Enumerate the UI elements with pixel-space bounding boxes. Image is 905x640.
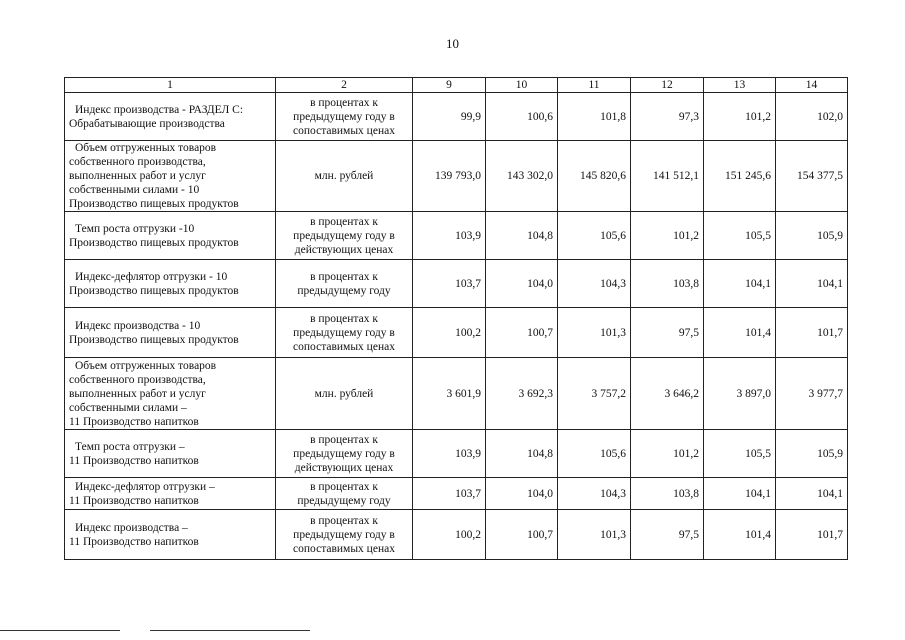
- value-cell: 103,7: [413, 260, 486, 308]
- column-header-1: 1: [65, 78, 276, 93]
- column-header-6: 12: [631, 78, 704, 93]
- value-cell: 104,1: [704, 260, 776, 308]
- indicator-line: Индекс производства - 10: [75, 319, 201, 332]
- value-cell: 154 377,5: [776, 141, 848, 212]
- value-cell: 102,0: [776, 93, 848, 141]
- value-cell: 104,1: [704, 478, 776, 510]
- value-cell: 105,9: [776, 212, 848, 260]
- value-cell: 101,2: [631, 212, 704, 260]
- value-cell: 141 512,1: [631, 141, 704, 212]
- indicator-line: Индекс-дефлятор отгрузки –: [75, 480, 215, 493]
- column-header-3: 9: [413, 78, 486, 93]
- unit-cell: в процентах к предыдущему году в сопоставимых ценах: [276, 93, 413, 141]
- value-cell: 3 692,3: [486, 358, 558, 430]
- indicator-cell: [65, 141, 276, 212]
- value-cell: 101,3: [558, 308, 631, 358]
- value-cell: 101,7: [776, 510, 848, 560]
- value-cell: 104,0: [486, 260, 558, 308]
- value-cell: 151 245,6: [704, 141, 776, 212]
- indicator-line: Индекс производства –: [75, 521, 188, 534]
- value-cell: 101,4: [704, 308, 776, 358]
- value-cell: 101,3: [558, 510, 631, 560]
- value-cell: 104,8: [486, 430, 558, 478]
- value-cell: 3 757,2: [558, 358, 631, 430]
- indicator-line: выполненных работ и услуг: [69, 170, 206, 182]
- table-row: [65, 430, 848, 478]
- table-row: [65, 141, 848, 212]
- column-header-2: 2: [276, 78, 413, 93]
- value-cell: 105,9: [776, 430, 848, 478]
- value-cell: 104,8: [486, 212, 558, 260]
- indicator-line: собственного производства,: [69, 156, 206, 168]
- unit-cell: в процентах к предыдущему году: [276, 478, 413, 510]
- value-cell: 101,4: [704, 510, 776, 560]
- indicator-line: собственными силами –: [69, 401, 187, 414]
- indicator-line: Производство пищевых продуктов: [69, 284, 239, 297]
- table-row: [65, 93, 848, 141]
- value-cell: 101,7: [776, 308, 848, 358]
- value-cell: 105,5: [704, 212, 776, 260]
- table-body: [65, 93, 848, 560]
- footer-rule: [0, 630, 120, 631]
- indicator-cell: [65, 212, 276, 260]
- indicator-line: собственного производства,: [69, 373, 206, 386]
- indicator-line: 11 Производство напитков: [69, 535, 199, 548]
- indicator-line: Темп роста отгрузки -10: [75, 222, 195, 235]
- table-row: [65, 358, 848, 430]
- footer-rule: [150, 630, 310, 631]
- value-cell: 3 897,0: [704, 358, 776, 430]
- data-table: [64, 77, 848, 560]
- indicator-line: Производство пищевых продуктов: [69, 333, 239, 346]
- value-cell: 103,9: [413, 212, 486, 260]
- table-row: [65, 308, 848, 358]
- indicator-line: 11 Производство напитков: [69, 415, 199, 428]
- indicator-line: 11 Производство напитков: [69, 494, 199, 507]
- indicator-cell: [65, 510, 276, 560]
- value-cell: 105,6: [558, 212, 631, 260]
- unit-cell: млн. рублей: [276, 141, 413, 212]
- value-cell: 105,6: [558, 430, 631, 478]
- value-cell: 3 977,7: [776, 358, 848, 430]
- value-cell: 97,5: [631, 308, 704, 358]
- value-cell: 104,1: [776, 260, 848, 308]
- value-cell: 103,9: [413, 430, 486, 478]
- indicator-line: Производство пищевых продуктов: [69, 236, 239, 249]
- indicator-cell: [65, 260, 276, 308]
- value-cell: 103,7: [413, 478, 486, 510]
- value-cell: 100,2: [413, 308, 486, 358]
- value-cell: 101,2: [631, 430, 704, 478]
- value-cell: 103,8: [631, 478, 704, 510]
- value-cell: 3 646,2: [631, 358, 704, 430]
- indicator-line: Объем отгруженных товаров: [75, 142, 217, 154]
- page-number: 10: [446, 36, 459, 51]
- value-cell: 104,3: [558, 478, 631, 510]
- value-cell: 99,9: [413, 93, 486, 141]
- value-cell: 105,5: [704, 430, 776, 478]
- value-cell: 97,3: [631, 93, 704, 141]
- column-header-8: 14: [776, 78, 848, 93]
- indicator-line: Объем отгруженных товаров: [75, 359, 217, 372]
- unit-cell: в процентах к предыдущему году в действующих ценах: [276, 212, 413, 260]
- indicator-line: Темп роста отгрузки –: [75, 440, 185, 453]
- indicator-line: 11 Производство напитков: [69, 454, 199, 467]
- indicator-cell: [65, 93, 276, 141]
- column-header-5: 11: [558, 78, 631, 93]
- table-row: [65, 510, 848, 560]
- indicator-cell: [65, 358, 276, 430]
- value-cell: 100,7: [486, 510, 558, 560]
- value-cell: 104,0: [486, 478, 558, 510]
- indicator-cell: [65, 430, 276, 478]
- column-header-4: 10: [486, 78, 558, 93]
- value-cell: 100,7: [486, 308, 558, 358]
- indicator-cell: [65, 478, 276, 510]
- table-header: [65, 78, 848, 93]
- table-row: [65, 478, 848, 510]
- indicator-line: Индекс производства - РАЗДЕЛ С:: [75, 103, 244, 116]
- table-row: [65, 212, 848, 260]
- indicator-line: Индекс-дефлятор отгрузки - 10: [75, 270, 228, 283]
- indicator-line: Производство пищевых продуктов: [69, 198, 239, 210]
- value-cell: 101,2: [704, 93, 776, 141]
- value-cell: 103,8: [631, 260, 704, 308]
- value-cell: 145 820,6: [558, 141, 631, 212]
- value-cell: 101,8: [558, 93, 631, 141]
- unit-cell: в процентах к предыдущему году в сопоставимых ценах: [276, 308, 413, 358]
- unit-cell: млн. рублей: [276, 358, 413, 430]
- indicator-line: собственными силами - 10: [69, 184, 200, 196]
- unit-cell: в процентах к предыдущему году в действующих ценах: [276, 430, 413, 478]
- table-row: [65, 260, 848, 308]
- value-cell: 100,2: [413, 510, 486, 560]
- value-cell: 104,3: [558, 260, 631, 308]
- value-cell: 143 302,0: [486, 141, 558, 212]
- indicator-cell: [65, 308, 276, 358]
- value-cell: 139 793,0: [413, 141, 486, 212]
- indicator-line: выполненных работ и услуг: [69, 387, 206, 400]
- value-cell: 100,6: [486, 93, 558, 141]
- header-row: [65, 78, 848, 93]
- value-cell: 97,5: [631, 510, 704, 560]
- column-header-7: 13: [704, 78, 776, 93]
- indicator-line: Обрабатывающие производства: [69, 117, 225, 130]
- unit-cell: в процентах к предыдущему году в сопоставимых ценах: [276, 510, 413, 560]
- unit-cell: в процентах к предыдущему году: [276, 260, 413, 308]
- value-cell: 3 601,9: [413, 358, 486, 430]
- value-cell: 104,1: [776, 478, 848, 510]
